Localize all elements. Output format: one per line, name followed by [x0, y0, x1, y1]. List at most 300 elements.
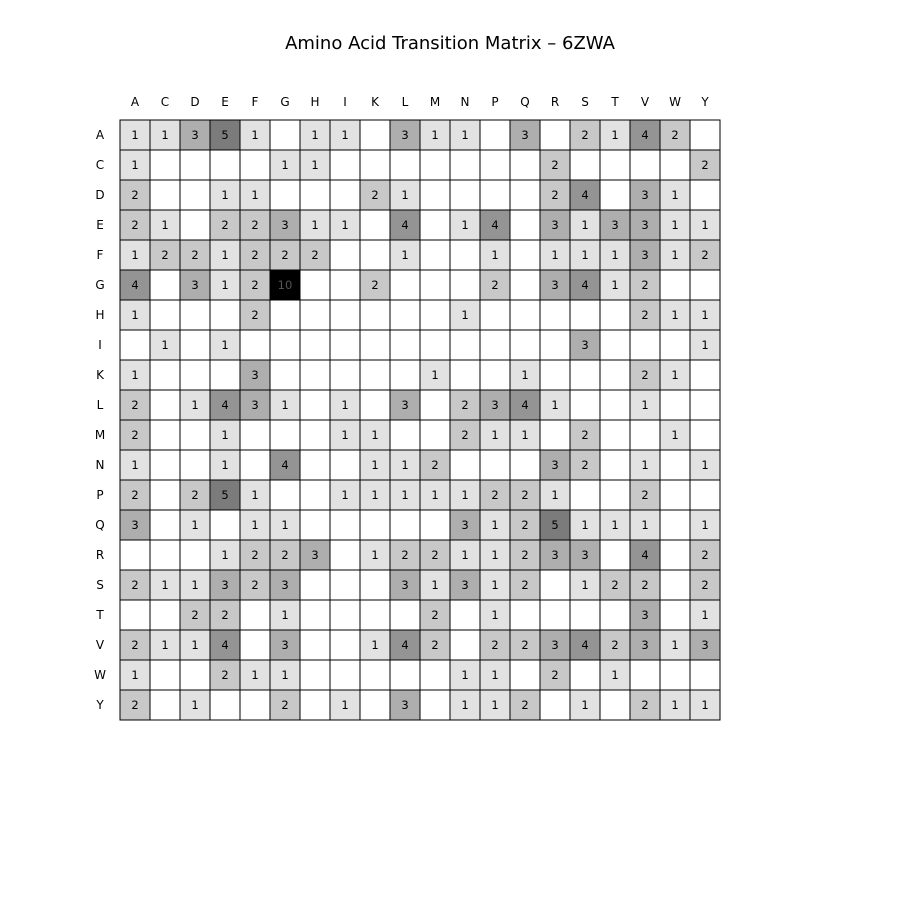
cell-value-label: 3: [281, 638, 289, 652]
cell-value-label: 1: [221, 278, 229, 292]
x-tick-label: E: [221, 95, 229, 109]
cell-value-label: 1: [191, 698, 199, 712]
cell-value-label: 1: [581, 578, 589, 592]
cell-value-label: 2: [701, 248, 709, 262]
heatmap-cell: [660, 570, 690, 600]
heatmap-cell: [390, 300, 420, 330]
cell-value-label: 1: [251, 668, 259, 682]
cell-value-label: 3: [641, 188, 649, 202]
heatmap-cell: [360, 510, 390, 540]
heatmap-cell: [570, 600, 600, 630]
heatmap-cell: [270, 330, 300, 360]
cell-value-label: 2: [131, 428, 139, 442]
cell-value-label: 2: [491, 488, 499, 502]
x-tick-label: H: [310, 95, 320, 109]
cell-value-label: 1: [401, 188, 409, 202]
cell-value-label: 2: [671, 128, 679, 142]
y-tick-label: C: [95, 158, 105, 172]
heatmap-cell: [660, 600, 690, 630]
cell-value-label: 2: [281, 248, 289, 262]
cell-value-label: 2: [551, 188, 559, 202]
heatmap-cell: [330, 450, 360, 480]
x-tick-label: N: [460, 95, 470, 109]
heatmap-cell: [690, 270, 720, 300]
heatmap-cell: [300, 510, 330, 540]
heatmap-cell: [300, 600, 330, 630]
heatmap-cell: [600, 600, 630, 630]
heatmap-cell: [300, 420, 330, 450]
cell-value-label: 1: [191, 518, 199, 532]
heatmap-cell: [510, 150, 540, 180]
heatmap-cell: [480, 150, 510, 180]
cell-value-label: 3: [551, 548, 559, 562]
heatmap-cell: [600, 180, 630, 210]
cell-value-label: 2: [581, 128, 589, 142]
cell-value-label: 2: [251, 248, 259, 262]
y-tick-label: V: [95, 638, 105, 652]
heatmap-cell: [510, 180, 540, 210]
cell-value-label: 1: [341, 488, 349, 502]
cell-value-label: 1: [491, 578, 499, 592]
heatmap-cell: [600, 480, 630, 510]
cell-value-label: 1: [551, 488, 559, 502]
cell-value-label: 1: [131, 368, 139, 382]
cell-value-label: 1: [461, 668, 469, 682]
heatmap-cell: [660, 270, 690, 300]
cell-value-label: 3: [581, 548, 589, 562]
cell-value-label: 1: [191, 638, 199, 652]
cell-value-label: 1: [671, 188, 679, 202]
heatmap-cell: [690, 180, 720, 210]
heatmap-cell: [390, 360, 420, 390]
cell-value-label: 1: [701, 608, 709, 622]
cell-value-label: 1: [701, 338, 709, 352]
heatmap-cell: [330, 360, 360, 390]
cell-value-label: 1: [221, 248, 229, 262]
cell-value-label: 2: [191, 608, 199, 622]
heatmap-cell: [450, 330, 480, 360]
cell-value-label: 1: [401, 248, 409, 262]
cell-value-label: 1: [701, 458, 709, 472]
cell-value-label: 1: [161, 218, 169, 232]
cell-value-label: 1: [461, 308, 469, 322]
x-tick-label: T: [611, 95, 619, 109]
heatmap-cell: [660, 150, 690, 180]
x-tick-label: D: [190, 95, 200, 109]
heatmap-cell: [600, 150, 630, 180]
heatmap-cell: [150, 360, 180, 390]
cell-value-label: 3: [641, 248, 649, 262]
cell-value-label: 1: [251, 518, 259, 532]
cell-value-label: 2: [431, 608, 439, 622]
heatmap-cell: [300, 570, 330, 600]
heatmap-cell: [510, 600, 540, 630]
heatmap-cell: [270, 120, 300, 150]
heatmap-cell: [300, 300, 330, 330]
cell-value-label: 2: [701, 578, 709, 592]
heatmap-cell: [150, 390, 180, 420]
heatmap-cell: [180, 210, 210, 240]
heatmap-cell: [420, 180, 450, 210]
heatmap-cell: [600, 540, 630, 570]
cell-value-label: 1: [581, 218, 589, 232]
heatmap-cell: [180, 450, 210, 480]
cell-value-label: 1: [431, 128, 439, 142]
cell-value-label: 1: [221, 548, 229, 562]
heatmap-cell: [600, 390, 630, 420]
cell-value-label: 3: [701, 638, 709, 652]
cell-value-label: 4: [221, 398, 229, 412]
heatmap-cell: [330, 330, 360, 360]
cell-value-label: 2: [641, 308, 649, 322]
heatmap-cell: [600, 330, 630, 360]
heatmap-cell: [690, 420, 720, 450]
cell-value-label: 1: [311, 218, 319, 232]
heatmap-cell: [690, 360, 720, 390]
heatmap-cell: [330, 570, 360, 600]
heatmap-cell: [450, 600, 480, 630]
cell-value-label: 5: [221, 488, 229, 502]
heatmap-cell: [660, 450, 690, 480]
cell-value-label: 4: [521, 398, 529, 412]
heatmap-cell: [180, 420, 210, 450]
cell-value-label: 1: [491, 248, 499, 262]
cell-value-label: 1: [701, 218, 709, 232]
cell-value-label: 2: [251, 278, 259, 292]
heatmap-cell: [360, 390, 390, 420]
heatmap-cell: [270, 300, 300, 330]
heatmap-cell: [480, 120, 510, 150]
cell-value-label: 2: [641, 368, 649, 382]
cell-value-label: 4: [221, 638, 229, 652]
cell-value-label: 2: [191, 488, 199, 502]
heatmap-cell: [360, 210, 390, 240]
cell-value-label: 1: [491, 548, 499, 562]
heatmap-cell: [180, 540, 210, 570]
cell-value-label: 1: [701, 698, 709, 712]
y-tick-label: E: [96, 218, 104, 232]
heatmap-cell: [150, 300, 180, 330]
cell-value-label: 1: [251, 488, 259, 502]
cell-value-label: 1: [281, 398, 289, 412]
y-tick-label: S: [96, 578, 104, 592]
heatmap-cell: [390, 600, 420, 630]
y-tick-label: K: [96, 368, 104, 382]
heatmap-cell: [150, 180, 180, 210]
heatmap-cell: [330, 180, 360, 210]
heatmap-cell: [570, 390, 600, 420]
cell-value-label: 3: [131, 518, 139, 532]
cell-value-label: 2: [281, 698, 289, 712]
cell-value-label: 3: [641, 638, 649, 652]
cell-value-label: 2: [491, 638, 499, 652]
cell-value-label: 3: [461, 518, 469, 532]
cell-value-label: 2: [371, 278, 379, 292]
cell-value-label: 2: [461, 398, 469, 412]
chart-title: Amino Acid Transition Matrix – 6ZWA: [285, 33, 615, 54]
heatmap-cell: [660, 390, 690, 420]
heatmap-cell: [330, 600, 360, 630]
cell-value-label: 2: [251, 218, 259, 232]
cell-value-label: 3: [281, 578, 289, 592]
x-tick-label: Q: [520, 95, 530, 109]
y-tick-label: T: [96, 608, 104, 622]
cell-value-label: 3: [311, 548, 319, 562]
heatmap-cell: [270, 180, 300, 210]
heatmap-cell: [420, 660, 450, 690]
heatmap-cell: [390, 270, 420, 300]
heatmap-cell: [510, 660, 540, 690]
heatmap-cell: [120, 330, 150, 360]
heatmap-cell: [300, 690, 330, 720]
x-tick-label: A: [130, 95, 140, 109]
cell-value-label: 2: [431, 548, 439, 562]
heatmap-cell: [210, 510, 240, 540]
cell-value-label: 1: [611, 248, 619, 262]
heatmap-cell: [360, 690, 390, 720]
heatmap-cell: [270, 420, 300, 450]
heatmap-cell: [330, 630, 360, 660]
heatmap-cell: [450, 240, 480, 270]
cell-value-label: 2: [221, 608, 229, 622]
cell-value-label: 3: [551, 638, 559, 652]
heatmap-cell: [420, 420, 450, 450]
cell-value-label: 2: [641, 488, 649, 502]
heatmap-cell: [570, 300, 600, 330]
x-tick-label: P: [491, 95, 499, 109]
cell-value-label: 1: [221, 338, 229, 352]
heatmap-cell: [630, 660, 660, 690]
heatmap-cell: [480, 300, 510, 330]
cell-value-label: 2: [251, 308, 259, 322]
heatmap-cell: [690, 660, 720, 690]
heatmap-cell: [210, 300, 240, 330]
heatmap-cell: [690, 390, 720, 420]
cell-value-label: 1: [611, 278, 619, 292]
cell-value-label: 2: [641, 698, 649, 712]
heatmap-cell: [600, 300, 630, 330]
heatmap-cell: [180, 360, 210, 390]
cell-value-label: 2: [491, 278, 499, 292]
heatmap-cells: [120, 120, 720, 720]
cell-value-label: 1: [341, 218, 349, 232]
cell-value-label: 4: [581, 638, 589, 652]
cell-value-label: 4: [491, 218, 499, 232]
cell-value-label: 2: [701, 548, 709, 562]
cell-value-label: 2: [521, 488, 529, 502]
heatmap-cell: [630, 150, 660, 180]
column-tick-labels: [131, 95, 709, 109]
cell-value-label: 1: [671, 638, 679, 652]
cell-value-label: 1: [131, 158, 139, 172]
heatmap-cell: [360, 330, 390, 360]
y-tick-label: G: [95, 278, 105, 292]
cell-value-label: 1: [131, 458, 139, 472]
cell-value-label: 1: [251, 128, 259, 142]
y-tick-label: Q: [95, 518, 105, 532]
cell-value-label: 3: [251, 368, 259, 382]
heatmap-cell: [300, 660, 330, 690]
cell-value-label: 1: [491, 518, 499, 532]
heatmap-cell: [390, 150, 420, 180]
heatmap-cell: [540, 420, 570, 450]
cell-value-label: 2: [581, 458, 589, 472]
cell-value-label: 2: [191, 248, 199, 262]
cell-value-label: 1: [371, 488, 379, 502]
heatmap-cell: [240, 420, 270, 450]
heatmap-cell: [360, 240, 390, 270]
heatmap-cell: [300, 180, 330, 210]
cell-value-label: 2: [251, 548, 259, 562]
heatmap-cell: [240, 630, 270, 660]
heatmap-cell: [300, 630, 330, 660]
cell-value-label: 1: [401, 488, 409, 502]
heatmap-cell: [180, 660, 210, 690]
heatmap-cell: [150, 690, 180, 720]
cell-value-label: 3: [281, 218, 289, 232]
heatmap-cell: [330, 540, 360, 570]
cell-value-label: 4: [281, 458, 289, 472]
cell-value-label: 3: [551, 218, 559, 232]
cell-value-label: 1: [281, 668, 289, 682]
cell-value-label: 2: [611, 578, 619, 592]
cell-value-label: 2: [551, 668, 559, 682]
cell-value-label: 1: [341, 398, 349, 412]
cell-value-label: 1: [671, 218, 679, 232]
cell-value-label: 2: [131, 398, 139, 412]
heatmap-cell: [330, 660, 360, 690]
y-tick-label: P: [96, 488, 104, 502]
heatmap-cell: [300, 330, 330, 360]
heatmap-cell: [150, 420, 180, 450]
heatmap-cell: [180, 180, 210, 210]
cell-value-label: 1: [371, 428, 379, 442]
heatmap-cell: [210, 690, 240, 720]
heatmap-cell: [360, 570, 390, 600]
heatmap-cell: [600, 420, 630, 450]
cell-value-label: 1: [311, 128, 319, 142]
y-tick-label: L: [96, 398, 104, 412]
cell-value-label: 1: [251, 188, 259, 202]
x-tick-label: R: [550, 95, 560, 109]
heatmap-cell: [420, 150, 450, 180]
heatmap-cell: [450, 450, 480, 480]
heatmap-cell: [120, 540, 150, 570]
cell-value-label: 4: [401, 638, 409, 652]
cell-value-label: 1: [221, 458, 229, 472]
cell-value-label: 1: [701, 308, 709, 322]
heatmap-cell: [450, 630, 480, 660]
cell-value-label: 2: [221, 218, 229, 232]
heatmap-cell: [540, 600, 570, 630]
heatmap-cell: [480, 330, 510, 360]
cell-value-label: 4: [581, 278, 589, 292]
cell-value-label: 1: [281, 518, 289, 532]
heatmap-cell: [510, 210, 540, 240]
heatmap-cell: [480, 180, 510, 210]
heatmap-cell: [600, 690, 630, 720]
heatmap-cell: [450, 360, 480, 390]
heatmap-cell: [570, 660, 600, 690]
heatmap-cell: [300, 480, 330, 510]
row-tick-labels: [94, 128, 106, 712]
cell-value-label: 2: [131, 578, 139, 592]
y-tick-label: W: [94, 668, 106, 682]
cell-value-label: 2: [131, 488, 139, 502]
x-tick-label: Y: [701, 95, 709, 109]
cell-value-label: 2: [521, 698, 529, 712]
cell-value-label: 1: [461, 548, 469, 562]
heatmap-cell: [150, 150, 180, 180]
heatmap-cell: [690, 120, 720, 150]
cell-value-label: 1: [161, 128, 169, 142]
heatmap-cell: [570, 360, 600, 390]
x-tick-label: K: [371, 95, 379, 109]
cell-value-label: 3: [401, 128, 409, 142]
cell-value-label: 3: [401, 578, 409, 592]
cell-value-label: 1: [491, 428, 499, 442]
cell-value-label: 2: [521, 518, 529, 532]
cell-value-label: 1: [371, 458, 379, 472]
cell-value-label: 1: [401, 458, 409, 472]
heatmap-cell: [660, 510, 690, 540]
cell-value-label: 1: [581, 698, 589, 712]
heatmap-cell: [300, 360, 330, 390]
heatmap-cell: [390, 510, 420, 540]
heatmap-cell: [690, 480, 720, 510]
cell-value-label: 1: [371, 638, 379, 652]
cell-value-label: 2: [551, 158, 559, 172]
heatmap-cell: [510, 300, 540, 330]
cell-value-label: 2: [131, 638, 139, 652]
heatmap-cell: [540, 360, 570, 390]
cell-value-label: 1: [491, 698, 499, 712]
cell-value-label: 2: [131, 698, 139, 712]
y-tick-label: R: [95, 548, 105, 562]
y-tick-label: A: [95, 128, 105, 142]
cell-value-label: 1: [131, 668, 139, 682]
cell-value-label: 1: [431, 488, 439, 502]
cell-value-label: 5: [551, 518, 559, 532]
cell-value-label: 1: [341, 128, 349, 142]
cell-value-label: 1: [641, 398, 649, 412]
cell-value-label: 1: [131, 248, 139, 262]
cell-value-label: 2: [581, 428, 589, 442]
heatmap-cell: [420, 240, 450, 270]
heatmap-cell: [300, 450, 330, 480]
cell-value-label: 1: [521, 368, 529, 382]
cell-value-label: 2: [281, 548, 289, 562]
cell-value-label: 1: [521, 428, 529, 442]
cell-value-label: 1: [671, 248, 679, 262]
heatmap-cell: [360, 300, 390, 330]
x-tick-label: F: [251, 95, 259, 109]
heatmap-cell: [480, 450, 510, 480]
heatmap-cell: [330, 300, 360, 330]
heatmap-cell: [360, 600, 390, 630]
cell-value-label: 5: [221, 128, 229, 142]
heatmap-cell: [390, 660, 420, 690]
cell-value-label: 3: [581, 338, 589, 352]
heatmap-cell: [270, 480, 300, 510]
cell-value-label: 3: [641, 608, 649, 622]
cell-value-label: 2: [611, 638, 619, 652]
heatmap-cell: [150, 480, 180, 510]
cell-value-label: 2: [131, 188, 139, 202]
cell-value-label: 1: [131, 308, 139, 322]
cell-value-label: 3: [251, 398, 259, 412]
y-tick-label: H: [95, 308, 105, 322]
